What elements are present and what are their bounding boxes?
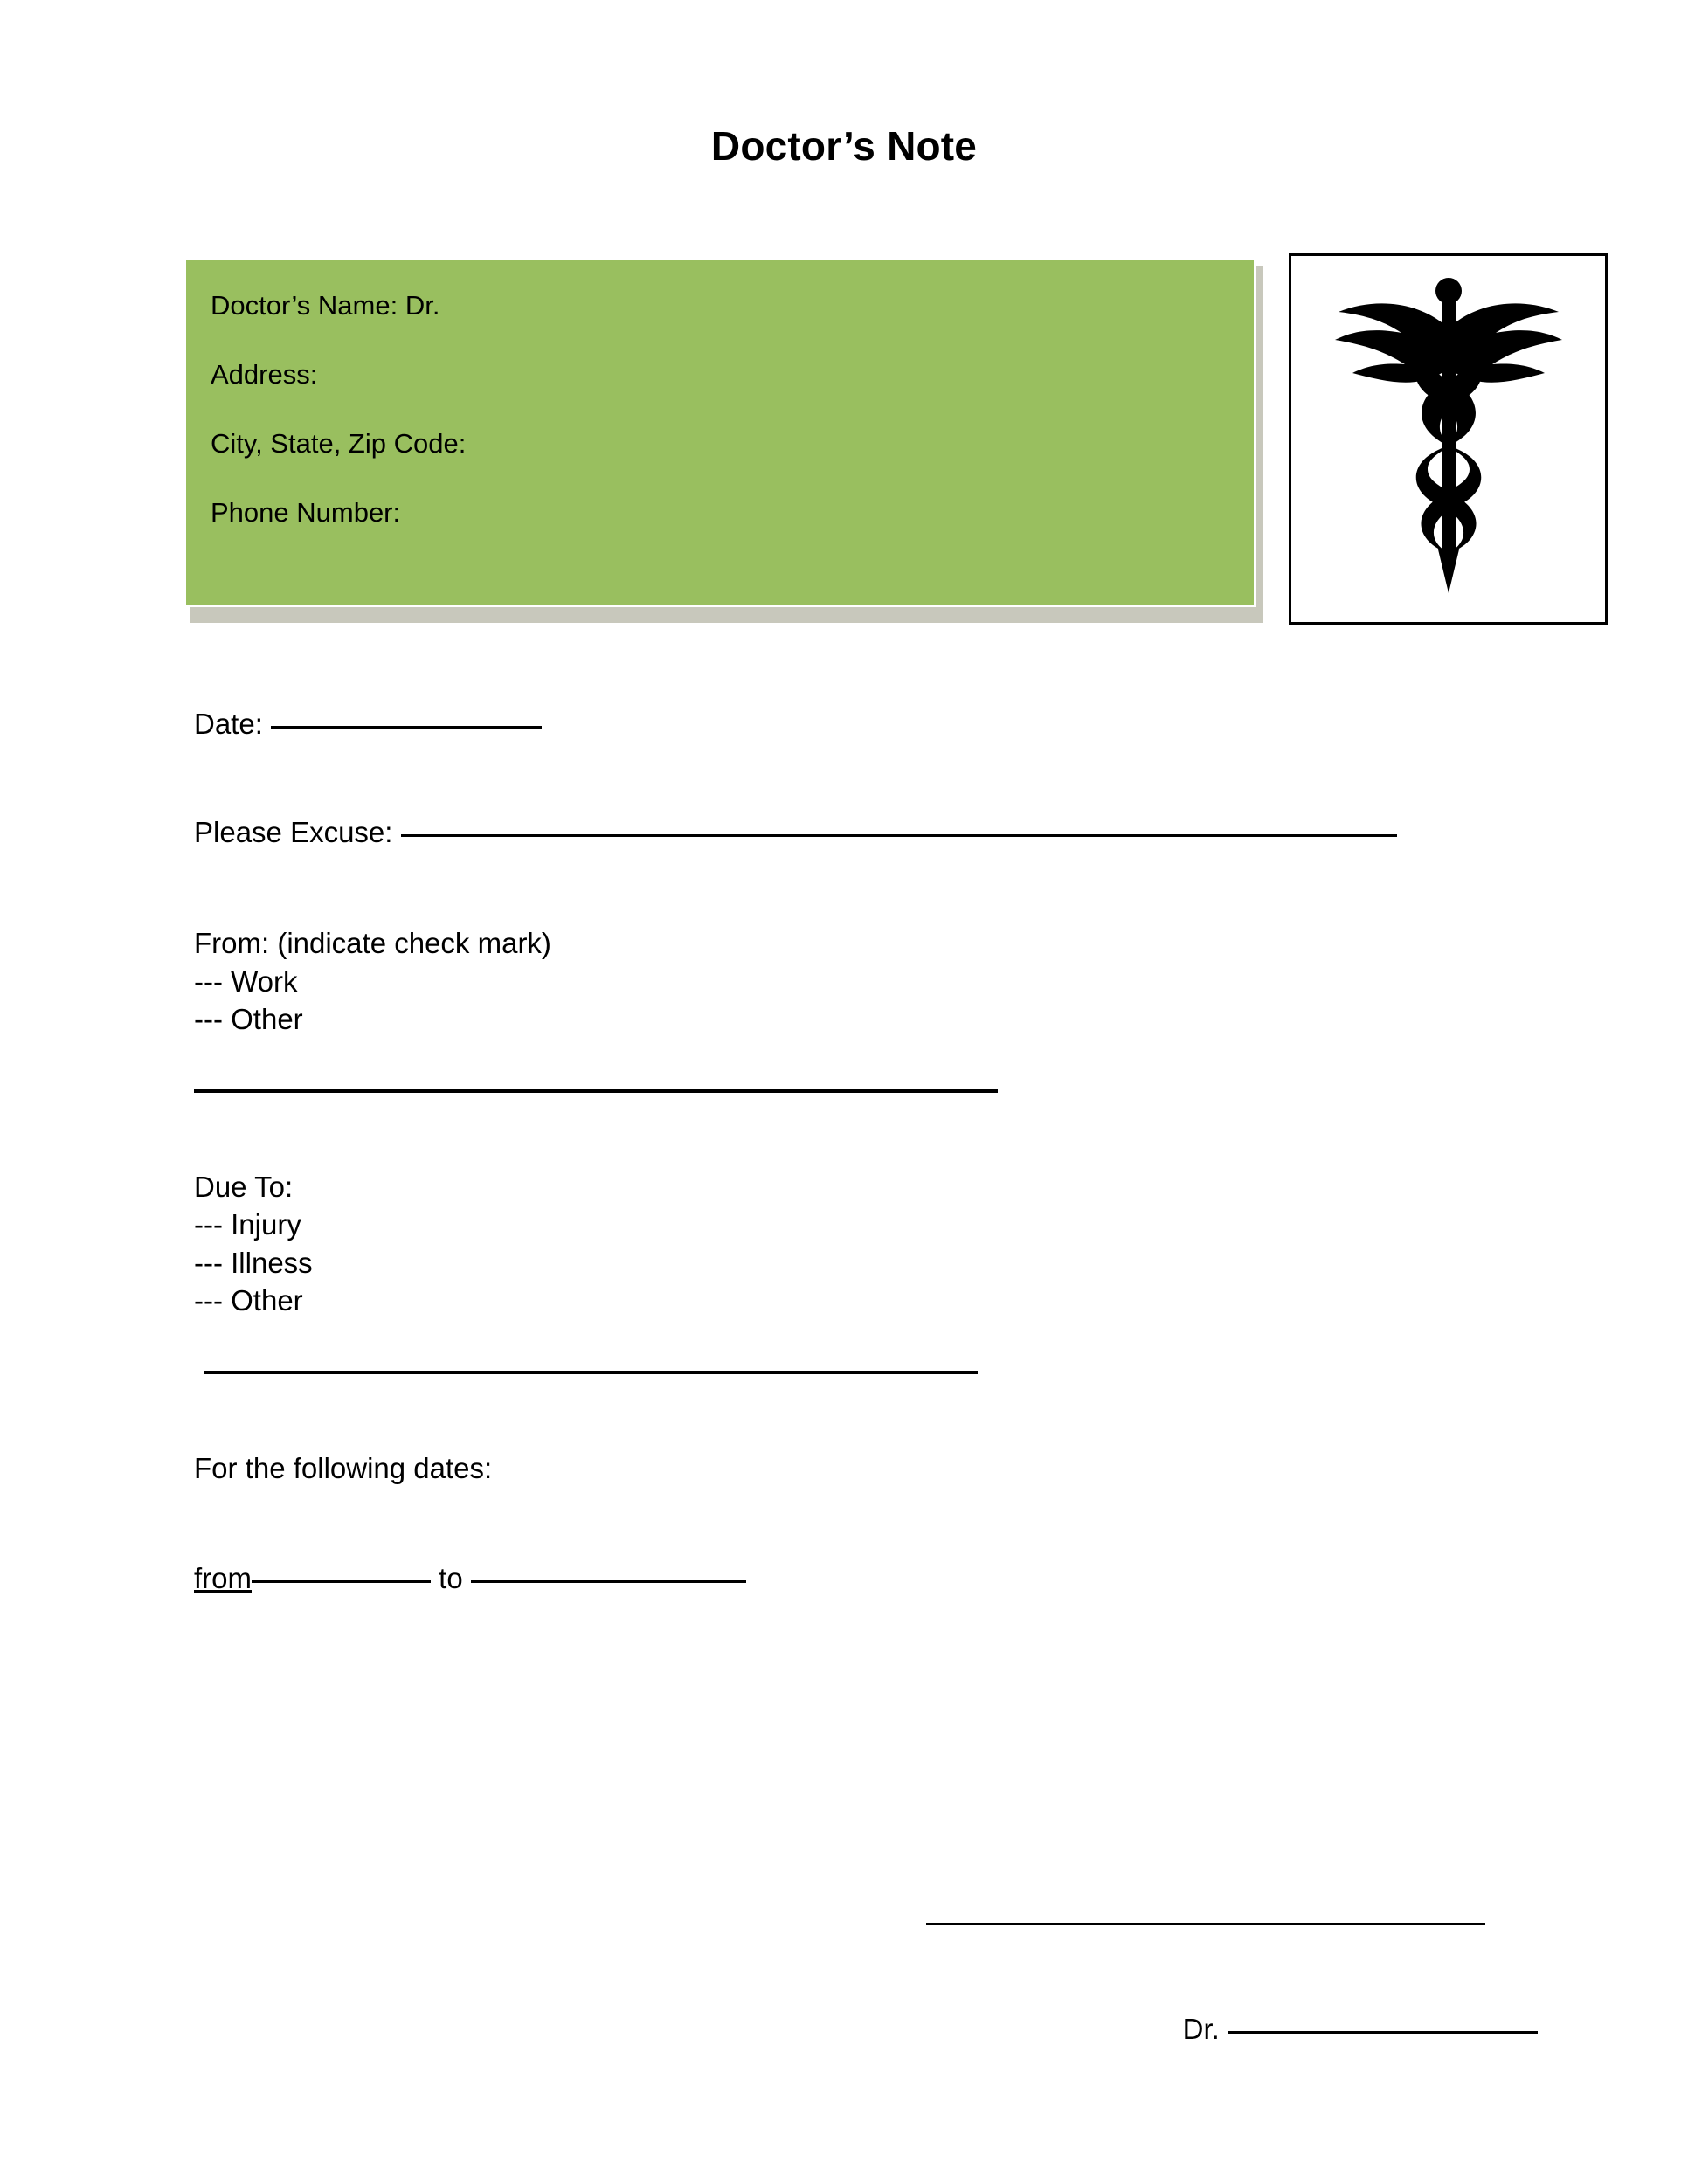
date-label: Date: — [194, 708, 272, 740]
city-state-zip-line: City, State, Zip Code: — [211, 428, 467, 459]
form-body — [194, 708, 1592, 1595]
address-line: Address: — [211, 359, 318, 390]
to-word-label: to — [431, 1562, 471, 1595]
page-title: Doctor’s Note — [710, 123, 978, 169]
please-excuse-label: Please Excuse: — [194, 816, 401, 848]
doctor-name-line: Doctor’s Name: Dr. — [211, 290, 440, 321]
signature-doctor-row — [926, 1980, 1538, 2079]
from-date-blank[interactable] — [252, 1579, 431, 1583]
due-to-option-injury[interactable]: --- Injury — [194, 1208, 301, 1241]
doctor-info-box — [183, 258, 1256, 607]
date-row — [194, 708, 1592, 741]
please-excuse-row — [194, 816, 1592, 849]
due-to-option-other[interactable]: --- Other — [194, 1284, 303, 1317]
from-option-work[interactable]: --- Work — [194, 964, 298, 998]
signature-dr-name-blank[interactable] — [1228, 2030, 1538, 2034]
signature-line[interactable] — [926, 1922, 1485, 1925]
date-input-blank[interactable] — [271, 725, 542, 729]
from-option-other[interactable]: --- Other — [194, 1003, 303, 1036]
header-block — [183, 258, 1581, 633]
signature-dr-label: Dr. — [1182, 2013, 1228, 2045]
following-dates-label: For the following dates: — [194, 1451, 493, 1484]
please-excuse-input-blank[interactable] — [401, 833, 1397, 837]
from-label: From: (indicate check mark) — [194, 927, 551, 959]
date-range-row — [194, 1562, 1592, 1595]
caduceus-icon — [1291, 268, 1605, 600]
due-to-label: Due To: — [194, 1170, 294, 1203]
logo-box — [1289, 253, 1608, 625]
due-to-option-illness[interactable]: --- Illness — [194, 1246, 313, 1279]
signature-area — [926, 1922, 1538, 2079]
to-date-blank[interactable] — [471, 1579, 746, 1583]
phone-number-line: Phone Number: — [211, 497, 401, 528]
from-word-label: from — [194, 1562, 252, 1595]
